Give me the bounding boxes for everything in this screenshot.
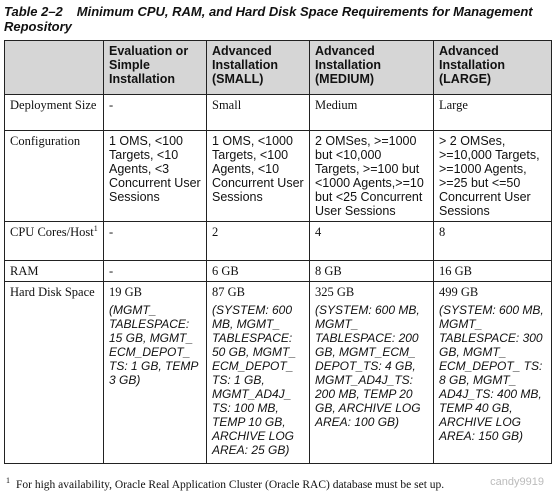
cell-configuration-evaluation: 1 OMS, <100 Targets, <10 Agents, <3 Concurrent User Sessions: [104, 131, 207, 222]
cell-configuration-large: > 2 OMSes, >=10,000 Targets, >=1000 Agents, >=25 but <=50 Concurrent User Sessions: [434, 131, 552, 222]
cell-deployment-medium: Medium: [310, 95, 434, 131]
table-number: Table 2–2: [4, 4, 63, 19]
table-caption: [4, 4, 552, 34]
cell-cpu-large: 8: [434, 222, 552, 261]
row-label-cpu: [5, 222, 104, 261]
header-row: [5, 41, 552, 95]
table-title: Minimum CPU, RAM, and Hard Disk Space Requirements for Management Repository: [4, 4, 533, 34]
cell-configuration-small: 1 OMS, <1000 Targets, <100 Agents, <10 Concurrent User Sessions: [207, 131, 310, 222]
disk-total: 19 GB: [109, 285, 142, 299]
cell-cpu-small: 2: [207, 222, 310, 261]
footnote-number: 1: [6, 476, 10, 486]
footnote: [6, 478, 552, 492]
disk-detail: (SYSTEM: 600 MB, MGMT_ TABLESPACE: 200 GB, MGMT_ECM_ DEPOT_TS: 4 GB, MGMT_AD4J_TS: 200 MB, TEMP 20 GB, ARCHIVE LOG AREA: 100 GB): [315, 303, 421, 429]
table-row-ram: [5, 261, 552, 282]
header-small: Advanced Installation (SMALL): [207, 41, 310, 95]
header-medium: Advanced Installation (MEDIUM): [310, 41, 434, 95]
disk-detail: (SYSTEM: 600 MB, MGMT_ TABLESPACE: 300 GB, MGMT_ ECM_DEPOT_ TS: 8 GB, MGMT_ AD4J_TS: 400 MB, TEMP 40 GB, ARCHIVE LOG AREA: 150 GB): [439, 303, 544, 443]
footnote-marker: 1: [93, 223, 98, 233]
row-label-deployment: Deployment Size: [5, 95, 104, 131]
disk-total: 499 GB: [439, 285, 479, 299]
table-row-disk: [5, 282, 552, 464]
table-row-configuration: [5, 131, 552, 222]
cell-disk-large: [434, 282, 552, 464]
cell-configuration-medium: 2 OMSes, >=1000 but <10,000 Targets, >=100 but <1000 Agents,>=10 but <25 Concurrent User Sessions: [310, 131, 434, 222]
cell-disk-small: [207, 282, 310, 464]
disk-detail: (MGMT_ TABLESPACE: 15 GB, MGMT_ ECM_DEPOT_ TS: 1 GB, TEMP 3 GB): [109, 303, 198, 387]
cell-cpu-medium: 4: [310, 222, 434, 261]
table-row-cpu: [5, 222, 552, 261]
cell-cpu-evaluation: -: [104, 222, 207, 261]
row-label-disk: Hard Disk Space: [5, 282, 104, 464]
cell-deployment-large: Large: [434, 95, 552, 131]
cell-disk-evaluation: [104, 282, 207, 464]
disk-detail: (SYSTEM: 600 MB, MGMT_ TABLESPACE: 50 GB, MGMT_ ECM_DEPOT_ TS: 1 GB, MGMT_AD4J_ TS: 100 MB, TEMP 10 GB, ARCHIVE LOG AREA: 25 GB): [212, 303, 297, 457]
requirements-table: [4, 40, 552, 464]
header-cell-empty: [5, 41, 104, 95]
cell-deployment-small: Small: [207, 95, 310, 131]
disk-total: 325 GB: [315, 285, 355, 299]
row-label-cpu-text: CPU Cores/Host: [10, 225, 94, 239]
table-row-deployment: [5, 95, 552, 131]
disk-total: 87 GB: [212, 285, 245, 299]
cell-ram-evaluation: -: [104, 261, 207, 282]
cell-ram-small: 6 GB: [207, 261, 310, 282]
cell-disk-medium: [310, 282, 434, 464]
header-evaluation: Evaluation or Simple Installation: [104, 41, 207, 95]
header-large: Advanced Installation (LARGE): [434, 41, 552, 95]
cell-ram-large: 16 GB: [434, 261, 552, 282]
cell-ram-medium: 8 GB: [310, 261, 434, 282]
cell-deployment-evaluation: -: [104, 95, 207, 131]
row-label-ram: RAM: [5, 261, 104, 282]
footnote-text: For high availability, Oracle Real Application Cluster (Oracle RAC) database must be set up.: [16, 479, 445, 491]
watermark: candy9919: [490, 476, 544, 488]
row-label-configuration: Configuration: [5, 131, 104, 222]
